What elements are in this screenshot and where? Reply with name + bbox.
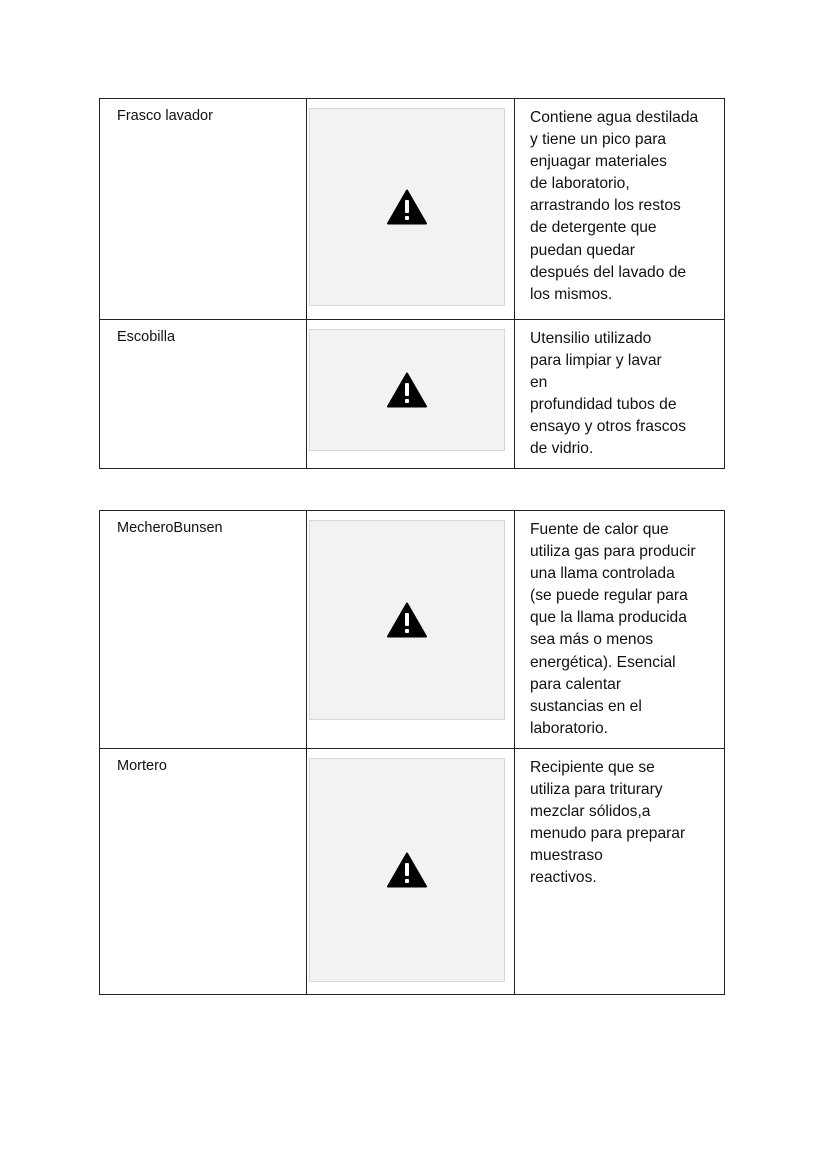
instrument-name: Escobilla [100, 320, 307, 469]
instrument-description: Utensilio utilizado para limpiar y lavar en profundidad tubos de ensayo y otros frascos de vidrio. [515, 320, 725, 469]
instrument-description: Recipiente que se utiliza para triturary mezclar sólidos,a menudo para preparar muestraso reactivos. [515, 749, 725, 995]
instrument-table-1 [99, 98, 725, 469]
broken-image-placeholder [309, 520, 505, 720]
instrument-description: Contiene agua destilada y tiene un pico para enjuagar materiales de laboratorio, arrastrando los restos de detergente que puedan quedar después del lavado de los mismos. [515, 99, 725, 320]
warning-icon [387, 189, 427, 225]
instrument-table-2 [99, 510, 725, 995]
table-row [100, 511, 725, 749]
warning-icon [387, 852, 427, 888]
warning-icon [387, 602, 427, 638]
instrument-name: Mortero [100, 749, 307, 995]
instrument-name: Frasco lavador [100, 99, 307, 320]
image-cell [307, 320, 515, 469]
instrument-name: MecheroBunsen [100, 511, 307, 749]
table-row [100, 99, 725, 320]
warning-icon [387, 372, 427, 408]
table-row [100, 749, 725, 995]
instrument-description: Fuente de calor que utiliza gas para producir una llama controlada (se puede regular para que la llama producida sea más o menos energética). Esencial para calentar sustancias en el laboratorio. [515, 511, 725, 749]
broken-image-placeholder [309, 758, 505, 982]
broken-image-placeholder [309, 329, 505, 451]
broken-image-placeholder [309, 108, 505, 306]
image-cell [307, 511, 515, 749]
image-cell [307, 749, 515, 995]
table-row [100, 320, 725, 469]
image-cell [307, 99, 515, 320]
